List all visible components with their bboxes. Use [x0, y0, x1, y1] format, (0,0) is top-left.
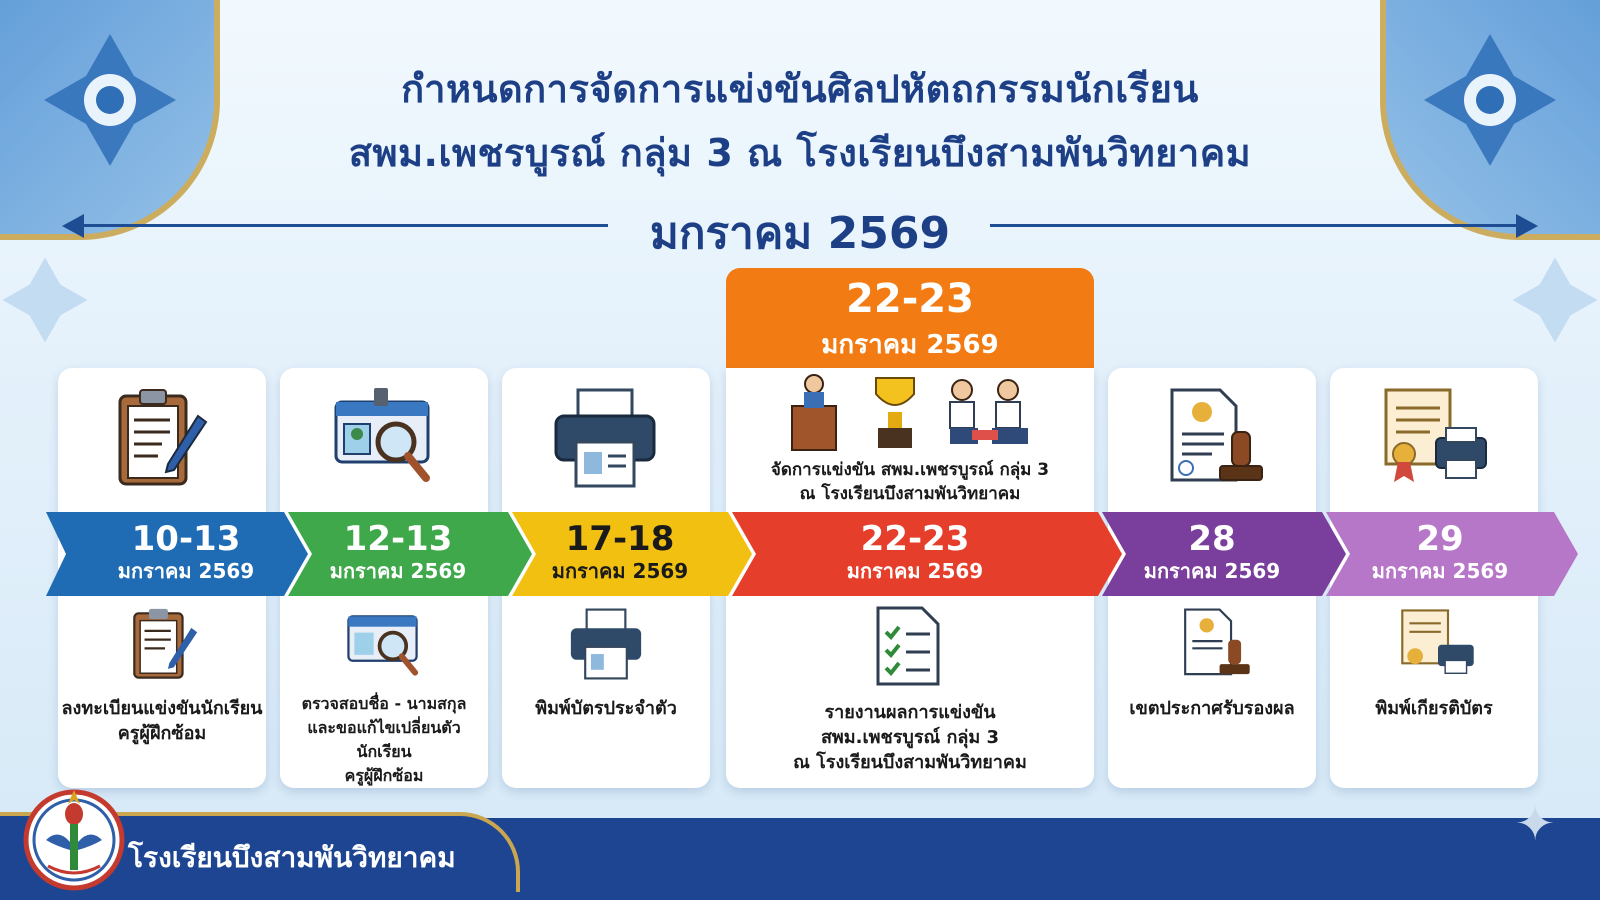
thai-ornament-icon — [40, 30, 180, 170]
competition-illustration-icon — [786, 372, 1046, 452]
step-caption — [726, 700, 1094, 775]
step-caption-line: รายงานผลการแข่งขัน — [824, 702, 996, 723]
step-caption-line: พิมพ์เกียรติบัตร — [1375, 698, 1493, 719]
step-month: มกราคม 2569 — [1143, 559, 1281, 583]
checklist-report-icon — [874, 604, 944, 688]
step-date: 29 — [1416, 519, 1464, 559]
certificate-stamp-icon — [1162, 386, 1268, 490]
step-caption-line: ลงทะเบียนแข่งขันนักเรียน — [61, 698, 263, 719]
step-date-band — [66, 512, 306, 596]
step-month: มกราคม 2569 — [551, 559, 689, 583]
step-caption-line: พิมพ์บัตรประจำตัว — [535, 698, 677, 719]
step-date: 12-13 — [343, 519, 453, 559]
step-caption — [58, 696, 266, 746]
featured-event-text — [726, 458, 1094, 506]
step-caption — [280, 692, 488, 788]
school-logo — [18, 780, 130, 892]
step-caption-line: และขอแก้ไขเปลี่ยนตัวนักเรียน — [307, 718, 461, 761]
step-date: 17-18 — [565, 519, 675, 559]
step-month: มกราคม 2569 — [329, 559, 467, 583]
step-caption-line: สพม.เพชรบูรณ์ กลุ่ม 3 — [820, 727, 1000, 748]
featured-month: มกราคม 2569 — [821, 330, 999, 360]
certificate-stamp-icon — [1178, 606, 1254, 682]
school-name: โรงเรียนบึงสามพันวิทยาคม — [128, 841, 456, 874]
featured-date-header — [726, 268, 1094, 368]
step-date-band — [288, 512, 508, 596]
clipboard-pen-icon — [112, 386, 212, 490]
timeline-arrow-left — [78, 224, 608, 227]
step-caption — [502, 696, 710, 721]
step-month: มกราคม 2569 — [846, 559, 984, 583]
step-date-band — [1326, 512, 1554, 596]
printer-id-icon — [568, 606, 644, 682]
step-caption — [1330, 696, 1538, 721]
arrow-left-icon — [62, 214, 84, 238]
step-date-band — [512, 512, 728, 596]
step-caption-line: ณ โรงเรียนบึงสามพันวิทยาคม — [793, 752, 1027, 773]
featured-date: 22-23 — [846, 276, 974, 322]
step-caption-line: เขตประกาศรับรองผล — [1129, 698, 1295, 719]
timeline-arrow-right — [990, 224, 1520, 227]
step-date: 28 — [1188, 519, 1236, 559]
id-card-search-icon — [330, 386, 438, 490]
arrow-right-icon — [1516, 214, 1538, 238]
featured-event-line: จัดการแข่งขัน สพม.เพชรบูรณ์ กลุ่ม 3 — [770, 460, 1050, 480]
step-date: 10-13 — [131, 519, 241, 559]
step-caption-line: ครูผู้ฝึกซ้อม — [117, 723, 207, 744]
thai-ornament-icon — [1420, 30, 1560, 170]
step-date: 22-23 — [860, 519, 970, 559]
thai-ornament-icon — [1510, 255, 1600, 345]
step-caption-line: ครูผู้ฝึกซ้อม — [344, 766, 424, 785]
featured-event-line: ณ โรงเรียนบึงสามพันวิทยาคม — [799, 484, 1021, 504]
step-month: มกราคม 2569 — [1371, 559, 1509, 583]
step-month: มกราคม 2569 — [117, 559, 255, 583]
page-subtitle: สพม.เพชรบูรณ์ กลุ่ม 3 ณ โรงเรียนบึงสามพันวิทยาคม — [348, 131, 1252, 175]
timeline-month: มกราคม 2569 — [649, 208, 951, 259]
step-caption — [1108, 696, 1316, 721]
step-caption-line: ตรวจสอบชื่อ - นามสกุล — [301, 694, 467, 713]
page-title: กำหนดการจัดการแข่งขันศิลปหัตถกรรมนักเรียน — [401, 67, 1199, 111]
certificate-printer-icon — [1398, 606, 1478, 682]
certificate-printer-icon — [1380, 384, 1492, 490]
sparkle-icon: ✦ — [1515, 796, 1556, 852]
id-card-search-icon — [344, 604, 424, 682]
thai-ornament-icon — [0, 255, 90, 345]
printer-id-icon — [552, 386, 658, 490]
step-date-band — [1102, 512, 1322, 596]
clipboard-pen-icon — [128, 606, 202, 682]
step-date-band — [732, 512, 1098, 596]
